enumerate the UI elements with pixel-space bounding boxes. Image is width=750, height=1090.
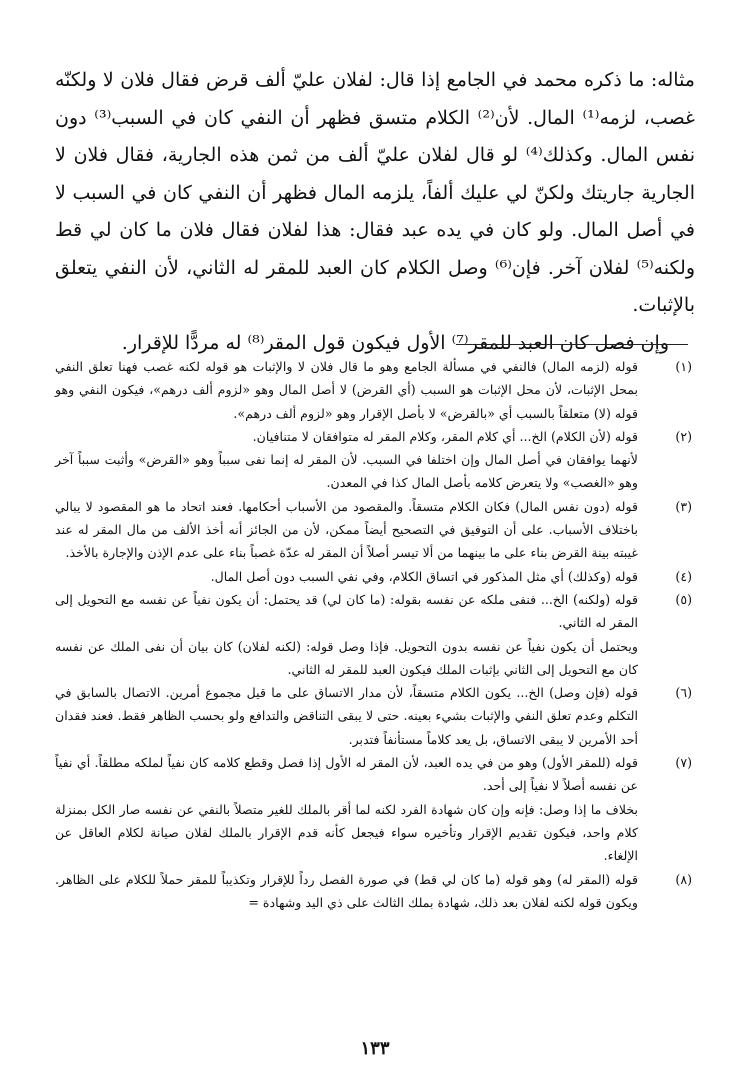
footnote (55, 425, 700, 495)
footnote (55, 495, 700, 565)
main-text (55, 62, 695, 362)
footnote-number: (٣) (675, 498, 692, 514)
footnote-number: (٢) (675, 428, 692, 444)
footnote-text: قوله (وكذلك) أي مثل المذكور في اتساق الكلام، وفي نفي السبب دون أصل المال. (210, 568, 638, 584)
footnote-separator (456, 344, 688, 345)
footnote-number: (١) (675, 359, 692, 374)
footnote-text: لأنهما يوافقان في أصل المال وإن اختلفا في السبب. لأن المقر له إنما نفى سبباً وهو «القرض» وأثبت سبباً آخر وهو «الغصب» ولا يتعرض كلامه بأصل المال كذا في المعدن. (55, 452, 638, 491)
footnote-text: قوله (دون نفس المال) فكان الكلام متسقاً. والمقصود من الأسباب أحكامها. فعند اتحاد ما هو المقصود لا يبالي باختلاف الأسباب. على أن التوفيق في التصحيح أيضاً ممكن، لأن من الجائز أنه أخذ الألف من مال المقر له عند غيبته بينة القرض بناء على ما بينهما من ألا تيسر أصلاً أن المقر له عدّة غصباً بناء على عدم الإذن والإجارة بالأخذ. (55, 498, 638, 561)
footnote-body (55, 495, 638, 565)
footnote (55, 868, 700, 915)
footnote-number: (٨) (675, 871, 692, 887)
footnote-body (55, 868, 638, 915)
footnote (55, 751, 700, 867)
footnote-text: قوله (فإن وصل) الخ... يكون الكلام متسقاً، لأن مدار الاتساق على ما قيل مجموع أمرين. الاتصال بالسابق في التكلم وعدم تعلق النفي والإثبات بشيء بعينه. حتى لا يبقى التناقض والتدافع ولو بحسب الظاهر فقط. فعند فقدان أحد الأمرين لا يبقى الاتساق، بل يعد كلاماً مستأنفاً فتدبر. (55, 685, 638, 747)
footnote-body (55, 355, 638, 425)
footnote-number: (٥) (675, 591, 692, 607)
footnote-text: قوله (لأن الكلام) الخ... أي كلام المقر، وكلام المقر له متوافقان لا متنافيان. (252, 428, 638, 444)
footnote-text: قوله (لزمه المال) فالنفي في مسألة الجامع وهو ما قال فلان لا والإثبات هو قوله لكنه غصب فهنا تعلق النفي بمحل الإثبات، لأن محل الإثبات هو السبب (أي القرض) لا أصل المال وهو «لزوم ألف درهم»، فيكون النفي وهو قوله (لا) متعلقاً بالسبب أي «بالقرض» لا بأصل الإقرار وهو «لزوم ألف درهم». (55, 359, 638, 421)
page-number: ١٣٣ (360, 1038, 390, 1059)
main-paragraph: وإن فصل كان العبد للمقر⁽⁷⁾ الأول فيكون قول المقر⁽⁸⁾ له مردًّا للإقرار. (121, 331, 669, 354)
footnote (55, 588, 700, 681)
footnote-text: ويحتمل أن يكون نفياً عن نفسه بدون التحويل. فإذا وصل قوله: (لكنه لفلان) كان بيان أن نفى الملك عن نفسه كان مع التحويل إلى الثاني بإثبات الملك فيكون العبد للمقر له الثاني. (55, 638, 638, 677)
footnote (55, 565, 700, 588)
footnote (55, 681, 700, 751)
footnote (55, 355, 700, 425)
footnote-text: بخلاف ما إذا وصل: فإنه وإن كان شهادة الفرد لكنه لما أقر بالملك للغير متصلاً بالنفي عن نفسه صار الكل بمنزلة كلام واحد، فيكون تقديم الإقرار وتأخيره سواء فيجعل كأنه قدم الإقرار بالملك لفلان صيانة لكلام العاقل عن الإلغاء. (55, 801, 638, 864)
footnote-body (55, 565, 638, 588)
main-paragraph: مثاله: ما ذكره محمد في الجامع إذا قال: لفلان عليّ ألف قرض فقال فلان لا ولكنّه غصب، لزمه⁽¹⁾ المال. لأن⁽²⁾ الكلام متسق فظهر أن النفي كان في السبب⁽³⁾ دون نفس المال. وكذلك⁽⁴⁾ لو قال لفلان عليّ ألف من ثمن هذه الجارية، فقال فلان لا الجارية جاريتك ولكنّ لي عليك ألفاً، يلزمه المال فظهر أن النفي كان في السبب لا في أصل المال. ولو كان في يده عبد فقال: هذا لفلان فقال فلان ما كان لي قط ولكنه⁽⁵⁾ لفلان آخر. فإن⁽⁶⁾ وصل الكلام كان العبد للمقر له الثاني، لأن النفي يتعلق بالإثبات. (55, 69, 695, 316)
footnote-body (55, 751, 638, 867)
footnote-number: (٧) (675, 755, 692, 771)
footnote-number: (٦) (675, 685, 692, 701)
footnote-body (55, 425, 638, 495)
footnotes (55, 355, 700, 914)
footnote-text: قوله (للمقر الأول) وهو من في يده العبد، لأن المقر له الأول إذا فصل وقطع كلامه كان نفياً لملكه مطلقاً. أي نفياً عن نفسه أصلاً لا نفياً إلى أحد. (55, 755, 638, 794)
footnote-text: قوله (ولكنه) الخ... فنفى ملكه عن نفسه بقوله: (ما كان لي) قد يحتمل: أن يكون نفياً عن نفسه مع التحويل إلى المقر له الثاني. (55, 591, 638, 631)
footnote-number: (٤) (675, 568, 692, 584)
footnote-body (55, 588, 638, 681)
footnote-text: قوله (المقر له) وهو قوله (ما كان لي قط) في صورة الفصل رداً للإقرار وتكذيباً للمقر حملاً للكلام على الظاهر. ويكون قوله لكنه لفلان بعد ذلك، شهادة بملك الثالث على ذي اليد وشهادة = (55, 871, 638, 910)
footnote-body (55, 681, 638, 751)
